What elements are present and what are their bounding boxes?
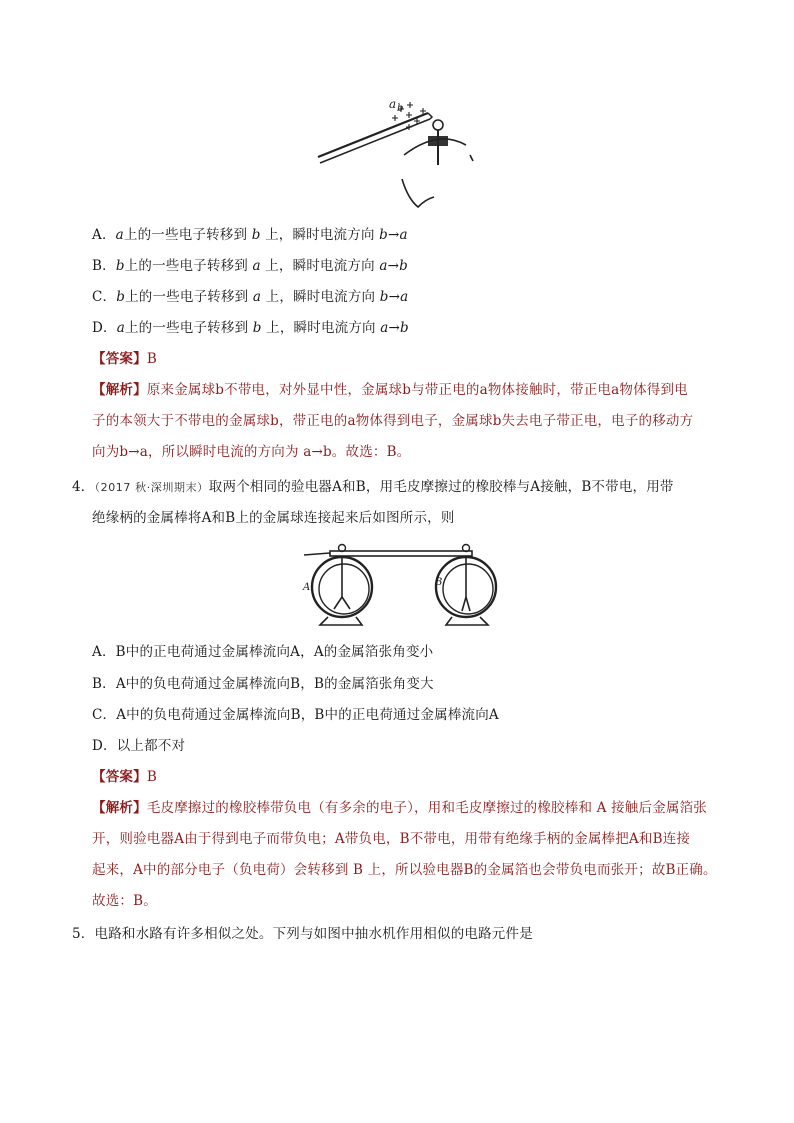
q3-option-d[interactable]: D．a上的一些电子转移到 b 上，瞬时电流方向 a→b (92, 320, 409, 336)
electroscopes-figure (300, 537, 505, 630)
q3-analysis-line-3: 向为b→a，所以瞬时电流的方向为 a→b。故选：B。 (92, 444, 411, 460)
q3-analysis-line-1: 【解析】原来金属球b不带电，对外显中性，金属球b与带正电的a物体接触时，带正电a物体得到电 (92, 382, 688, 398)
q3-option-b[interactable]: B．b上的一些电子转移到 a 上，瞬时电流方向 a→b (92, 258, 408, 274)
q3-option-a[interactable]: A．a上的一些电子转移到 b 上，瞬时电流方向 b→a (92, 227, 408, 243)
q4-option-b[interactable]: B．A中的负电荷通过金属棒流向B，B的金属箔张角变大 (92, 676, 434, 692)
q3-answer: 【答案】B (92, 351, 157, 367)
label-b: b (397, 103, 404, 114)
q4-option-c[interactable]: C．A中的负电荷通过金属棒流向B，B中的正电荷通过金属棒流向A (92, 707, 499, 723)
label-B: B (435, 577, 443, 588)
q4-stem-line-2: 绝缘柄的金属棒将A和B上的金属球连接起来后如图所示，则 (92, 510, 455, 526)
q4-analysis-line-1: 【解析】毛皮摩擦过的橡胶棒带负电（有多余的电子），用和毛皮摩擦过的橡胶棒和 A 接触后金属箔张 (92, 800, 707, 816)
q4-stem-line-1: 4．（2017 秋·深圳期末）取两个相同的验电器A和B，用毛皮摩擦过的橡胶棒与A接触，B不带电，用带 (72, 479, 674, 495)
q4-source: （2017 秋·深圳期末） (94, 481, 209, 494)
q4-answer: 【答案】B (92, 769, 157, 785)
label-A: A (303, 582, 311, 593)
q3-analysis-line-2: 子的本领大于不带电的金属球b，带正电的a物体得到电子，金属球b失去电子带正电，电子的移动方 (92, 413, 694, 429)
label-a: a (389, 97, 397, 111)
q4-option-a[interactable]: A．B中的正电荷通过金属棒流向A，A的金属箔张角变小 (92, 644, 434, 660)
q4-analysis-line-2: 开，则验电器A由于得到电子而带负电；A带负电，B不带电，用带有绝缘手柄的金属棒把A和B连接 (92, 831, 691, 847)
q4-analysis-line-4: 故选：B。 (92, 893, 157, 909)
q3-option-c[interactable]: C．b上的一些电子转移到 a 上，瞬时电流方向 b→a (92, 289, 409, 305)
q4-option-d[interactable]: D．以上都不对 (92, 738, 186, 754)
q4-analysis-line-3: 起来，A中的部分电子（负电荷）会转移到 B 上，所以验电器B的金属箔也会带负电而张开；故B正确。 (92, 862, 717, 878)
q5-stem: 5．电路和水路有许多相似之处。下列与如图中抽水机作用相似的电路元件是 (72, 926, 533, 942)
